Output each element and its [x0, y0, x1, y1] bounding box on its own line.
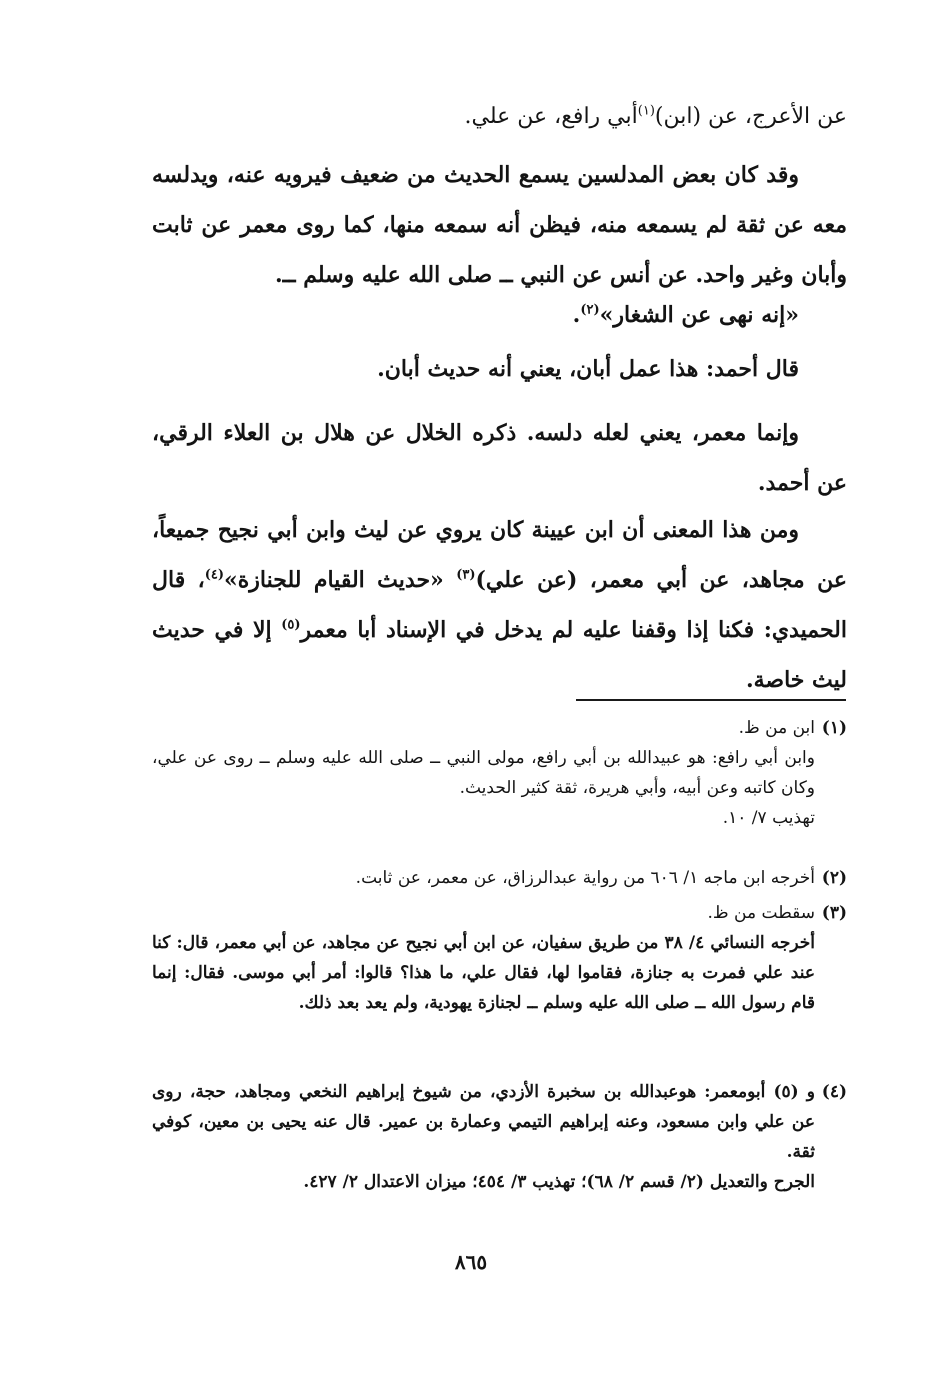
footnote-ref-1[interactable]: (١): [637, 103, 655, 119]
footnote-1: [152, 713, 847, 833]
paragraph-2-text: وقد كان بعض المدلسين يسمع الحديث من ضعيف فيرويه عنه، ويدلسه معه عن ثقة لم يسمعه منه، فيظن أنه سمعه منها، كما روى معمر عن ثابت وأبان وغير واحد. عن أنس عن النبي ــ صلى الله عليه وسلم ــ.: [152, 162, 847, 288]
footnote-number: (٢): [821, 868, 847, 888]
paragraph-6-text-b: «حديث القيام للجنازة»: [224, 567, 457, 593]
footnote-2: [152, 863, 847, 893]
paragraph-ibn-uyayna: [152, 505, 847, 705]
page-number: ٨٦٥: [454, 1250, 488, 1274]
footnote-line: سقطت من ظ.: [707, 903, 815, 923]
footnote-ref-4[interactable]: (٤): [204, 567, 225, 583]
footnote-number: (٤): [821, 1082, 847, 1102]
paragraph-mudallis: [152, 150, 847, 300]
hadith-quote: «إنه نهى عن الشغار»: [599, 302, 799, 328]
continuation-line: [152, 92, 847, 142]
footnote-3: [152, 898, 847, 1018]
paragraph-3-end: .: [572, 302, 581, 328]
paragraph-ahmad: [152, 344, 847, 394]
paragraph-5-text: وإنما معمر، يعني لعله دلسه. ذكره الخلال عن هلال بن العلاء الرقي، عن أحمد.: [152, 420, 847, 496]
footnote-ref-2[interactable]: (٢): [580, 302, 600, 318]
paragraph-mamar: [152, 408, 847, 508]
paragraph-6-text-c: ، قال الحميدي: فكنا إذا وقفنا عليه لم يدخل في الإسناد أبا معمر: [152, 567, 847, 643]
paragraph-6-text-a: ومن هذا المعنى أن ابن عيينة كان يروي عن ليث وابن أبي نجيح جميعاً، عن مجاهد، عن أبي معمر، (عن علي): [152, 517, 847, 593]
footnote-line: أخرجه ابن ماجه ١/ ٦٠٦ من رواية عبدالرزاق، عن معمر، عن ثابت.: [355, 868, 815, 888]
line1-text-start: عن الأعرج، عن (ابن): [654, 104, 847, 129]
footnote-line: الجرح والتعديل (٢/ قسم ٢/ ٦٨)؛ تهذيب ٣/ ٤٥٤؛ ميزان الاعتدال ٢/ ٤٢٧.: [303, 1172, 815, 1192]
footnote-ref-3[interactable]: (٣): [456, 567, 476, 583]
footnote-line: ابن من ظ.: [738, 718, 815, 738]
paragraph-6-text-d: إلا في حديث ليث خاصة.: [152, 617, 847, 693]
footnote-number: (٣): [821, 903, 847, 923]
footnote-ref-5[interactable]: (٥): [281, 617, 301, 633]
footnote-4: [152, 1077, 847, 1197]
footnote-divider: [576, 699, 846, 701]
paragraph-shighar: [152, 290, 847, 340]
footnote-number: (١): [821, 718, 847, 738]
footnote-line: وابن أبي رافع: هو عبيدالله بن أبي رافع، مولى النبي ــ صلى الله عليه وسلم ــ روى عن علي، وكان كاتبه وعن أبيه، وأبي هريرة، ثقة كثير الحديث.: [152, 748, 815, 798]
footnote-line: أخرجه النسائي ٤/ ٣٨ من طريق سفيان، عن ابن أبي نجيح عن مجاهد، عن أبي معمر، قال: كنا عند علي فمرت به جنازة، فقاموا لها، فقال علي، ما هذا؟ قالوا: أمر أبي موسى. فقال: إنما قام رسول الله ــ صلى الله عليه وسلم ــ لجنازة يهودية، ولم يعد بعد ذلك.: [152, 933, 815, 1013]
footnote-line: تهذيب ٧/ ١٠.: [722, 808, 815, 828]
footnote-line: و (٥) أبومعمر: هوعبدالله بن سخبرة الأزدي، من شيوخ إبراهيم النخعي ومجاهد، حجة، روى عن علي وابن مسعود، وعنه إبراهيم التيمي وعمارة بن عمير. قال عنه يحيى بن معين، كوفي ثقة.: [152, 1082, 816, 1162]
paragraph-4-text: قال أحمد: هذا عمل أبان، يعني أنه حديث أبان.: [377, 356, 799, 382]
line1-text-end: أبي رافع، عن علي.: [464, 104, 638, 129]
